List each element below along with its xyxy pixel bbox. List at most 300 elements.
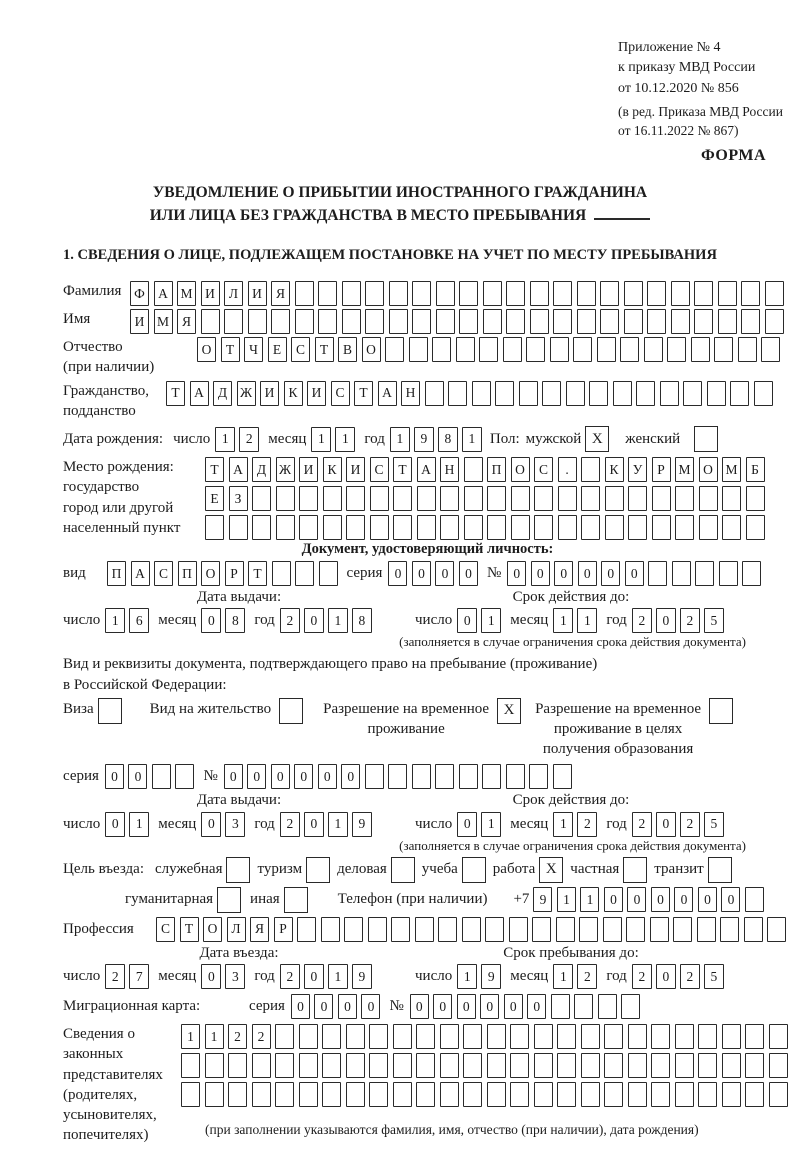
form-cell[interactable]: 0: [201, 608, 221, 633]
form-cell[interactable]: [628, 486, 647, 511]
sex-female-checkbox[interactable]: [694, 426, 718, 452]
form-cell[interactable]: [205, 515, 224, 540]
form-cell[interactable]: [370, 486, 389, 511]
purpose-work-checkbox[interactable]: X: [539, 857, 563, 883]
form-cell[interactable]: [519, 381, 538, 406]
form-cell[interactable]: [765, 281, 784, 306]
form-cell[interactable]: [769, 1082, 788, 1107]
form-cell[interactable]: 0: [294, 764, 313, 789]
form-cell[interactable]: [459, 309, 478, 334]
form-cell[interactable]: [391, 917, 410, 942]
form-cell[interactable]: .: [558, 457, 577, 482]
form-cell[interactable]: [181, 1053, 200, 1078]
form-cell[interactable]: [647, 309, 666, 334]
form-cell[interactable]: [581, 486, 600, 511]
form-cell[interactable]: [368, 917, 387, 942]
form-cell[interactable]: [252, 515, 271, 540]
form-cell[interactable]: [675, 515, 694, 540]
form-cell[interactable]: [482, 764, 501, 789]
form-cell[interactable]: [248, 309, 267, 334]
form-cell[interactable]: 0: [410, 994, 429, 1019]
form-cell[interactable]: 0: [480, 994, 499, 1019]
form-cell[interactable]: 0: [459, 561, 478, 586]
form-cell[interactable]: 1: [553, 812, 573, 837]
form-cell[interactable]: [769, 1053, 788, 1078]
form-cell[interactable]: Я: [271, 281, 290, 306]
form-cell[interactable]: 2: [680, 964, 700, 989]
form-cell[interactable]: [388, 764, 407, 789]
form-cell[interactable]: [322, 1082, 341, 1107]
option-visa-checkbox[interactable]: [98, 698, 122, 724]
form-cell[interactable]: [556, 917, 575, 942]
form-cell[interactable]: [742, 561, 761, 586]
form-cell[interactable]: [660, 381, 679, 406]
form-cell[interactable]: 2: [632, 812, 652, 837]
form-cell[interactable]: 0: [625, 561, 644, 586]
sex-male-checkbox[interactable]: X: [585, 426, 609, 452]
form-cell[interactable]: 2: [252, 1024, 271, 1049]
form-cell[interactable]: [425, 381, 444, 406]
form-cell[interactable]: [648, 561, 667, 586]
form-cell[interactable]: А: [378, 381, 397, 406]
form-cell[interactable]: Т: [393, 457, 412, 482]
form-cell[interactable]: [551, 994, 570, 1019]
form-cell[interactable]: 0: [554, 561, 573, 586]
form-cell[interactable]: [620, 337, 639, 362]
form-cell[interactable]: [534, 486, 553, 511]
form-cell[interactable]: И: [201, 281, 220, 306]
form-cell[interactable]: [409, 337, 428, 362]
form-cell[interactable]: 0: [247, 764, 266, 789]
form-cell[interactable]: К: [323, 457, 342, 482]
form-cell[interactable]: [691, 337, 710, 362]
form-cell[interactable]: [553, 281, 572, 306]
form-cell[interactable]: 1: [390, 427, 410, 452]
form-cell[interactable]: И: [299, 457, 318, 482]
form-cell[interactable]: [464, 486, 483, 511]
form-cell[interactable]: 2: [280, 608, 300, 633]
form-cell[interactable]: К: [284, 381, 303, 406]
form-cell[interactable]: [624, 281, 643, 306]
form-cell[interactable]: [673, 917, 692, 942]
form-cell[interactable]: [573, 337, 592, 362]
form-cell[interactable]: Д: [213, 381, 232, 406]
form-cell[interactable]: [495, 381, 514, 406]
form-cell[interactable]: [346, 1082, 365, 1107]
purpose-humanitarian-checkbox[interactable]: [217, 887, 241, 913]
purpose-private-checkbox[interactable]: [623, 857, 647, 883]
form-cell[interactable]: 0: [314, 994, 333, 1019]
form-cell[interactable]: О: [511, 457, 530, 482]
form-cell[interactable]: 8: [225, 608, 245, 633]
form-cell[interactable]: Ф: [130, 281, 149, 306]
form-cell[interactable]: [698, 1053, 717, 1078]
form-cell[interactable]: [346, 515, 365, 540]
form-cell[interactable]: [365, 281, 384, 306]
form-cell[interactable]: 8: [438, 427, 458, 452]
form-cell[interactable]: [579, 917, 598, 942]
form-cell[interactable]: [767, 917, 786, 942]
form-cell[interactable]: [651, 1024, 670, 1049]
form-cell[interactable]: Р: [225, 561, 244, 586]
form-cell[interactable]: 0: [656, 812, 676, 837]
purpose-transit-checkbox[interactable]: [708, 857, 732, 883]
form-cell[interactable]: [745, 1082, 764, 1107]
form-cell[interactable]: [506, 281, 525, 306]
form-cell[interactable]: [365, 764, 384, 789]
form-cell[interactable]: 0: [656, 608, 676, 633]
form-cell[interactable]: [389, 309, 408, 334]
form-cell[interactable]: [624, 309, 643, 334]
form-cell[interactable]: [698, 1024, 717, 1049]
form-cell[interactable]: [597, 337, 616, 362]
form-cell[interactable]: [448, 381, 467, 406]
form-cell[interactable]: [510, 1024, 529, 1049]
form-cell[interactable]: [299, 1053, 318, 1078]
form-cell[interactable]: 0: [604, 887, 623, 912]
form-cell[interactable]: [275, 1082, 294, 1107]
form-cell[interactable]: В: [338, 337, 357, 362]
form-cell[interactable]: 0: [531, 561, 550, 586]
form-cell[interactable]: [275, 1053, 294, 1078]
form-cell[interactable]: [707, 381, 726, 406]
form-cell[interactable]: [699, 486, 718, 511]
form-cell[interactable]: И: [260, 381, 279, 406]
form-cell[interactable]: 1: [328, 812, 348, 837]
form-cell[interactable]: [511, 515, 530, 540]
form-cell[interactable]: [613, 381, 632, 406]
form-cell[interactable]: [566, 381, 585, 406]
form-cell[interactable]: 1: [481, 608, 501, 633]
form-cell[interactable]: 2: [239, 427, 259, 452]
form-cell[interactable]: 3: [225, 812, 245, 837]
form-cell[interactable]: [628, 515, 647, 540]
form-cell[interactable]: 0: [435, 561, 454, 586]
form-cell[interactable]: 2: [280, 964, 300, 989]
form-cell[interactable]: [175, 764, 194, 789]
form-cell[interactable]: [201, 309, 220, 334]
form-cell[interactable]: [417, 515, 436, 540]
form-cell[interactable]: О: [197, 337, 216, 362]
form-cell[interactable]: Б: [746, 457, 765, 482]
form-cell[interactable]: 0: [361, 994, 380, 1019]
form-cell[interactable]: М: [177, 281, 196, 306]
form-cell[interactable]: [299, 486, 318, 511]
form-cell[interactable]: [534, 1053, 553, 1078]
form-cell[interactable]: О: [362, 337, 381, 362]
form-cell[interactable]: 0: [304, 812, 324, 837]
form-cell[interactable]: 1: [580, 887, 599, 912]
form-cell[interactable]: [412, 309, 431, 334]
form-cell[interactable]: 6: [129, 608, 149, 633]
form-cell[interactable]: [463, 1082, 482, 1107]
form-cell[interactable]: [722, 515, 741, 540]
purpose-other-checkbox[interactable]: [284, 887, 308, 913]
form-cell[interactable]: И: [346, 457, 365, 482]
form-cell[interactable]: [574, 994, 593, 1019]
form-cell[interactable]: [534, 515, 553, 540]
form-cell[interactable]: [322, 1024, 341, 1049]
form-cell[interactable]: [412, 764, 431, 789]
form-cell[interactable]: [369, 1024, 388, 1049]
form-cell[interactable]: [369, 1053, 388, 1078]
form-cell[interactable]: [652, 515, 671, 540]
form-cell[interactable]: П: [107, 561, 126, 586]
form-cell[interactable]: [205, 1053, 224, 1078]
form-cell[interactable]: 2: [680, 608, 700, 633]
form-cell[interactable]: [464, 515, 483, 540]
form-cell[interactable]: [636, 381, 655, 406]
form-cell[interactable]: [667, 337, 686, 362]
form-cell[interactable]: [675, 1024, 694, 1049]
form-cell[interactable]: 1: [553, 964, 573, 989]
purpose-official-checkbox[interactable]: [226, 857, 250, 883]
form-cell[interactable]: [181, 1082, 200, 1107]
form-cell[interactable]: 5: [704, 812, 724, 837]
form-cell[interactable]: [741, 281, 760, 306]
form-cell[interactable]: 0: [388, 561, 407, 586]
form-cell[interactable]: [754, 381, 773, 406]
form-cell[interactable]: [346, 1053, 365, 1078]
form-cell[interactable]: 0: [601, 561, 620, 586]
form-cell[interactable]: 1: [553, 608, 573, 633]
form-cell[interactable]: 0: [341, 764, 360, 789]
form-cell[interactable]: [318, 281, 337, 306]
form-cell[interactable]: 0: [318, 764, 337, 789]
form-cell[interactable]: Ж: [237, 381, 256, 406]
form-cell[interactable]: [603, 917, 622, 942]
form-cell[interactable]: [385, 337, 404, 362]
option-residence-permit-checkbox[interactable]: [279, 698, 303, 724]
form-cell[interactable]: [577, 281, 596, 306]
form-cell[interactable]: [342, 309, 361, 334]
form-cell[interactable]: [323, 486, 342, 511]
form-cell[interactable]: [509, 917, 528, 942]
form-cell[interactable]: [581, 457, 600, 482]
form-cell[interactable]: [412, 281, 431, 306]
form-cell[interactable]: [698, 1082, 717, 1107]
form-cell[interactable]: [440, 486, 459, 511]
form-cell[interactable]: О: [201, 561, 220, 586]
form-cell[interactable]: 9: [414, 427, 434, 452]
form-cell[interactable]: [605, 515, 624, 540]
form-cell[interactable]: [550, 337, 569, 362]
form-cell[interactable]: [487, 1082, 506, 1107]
form-cell[interactable]: [459, 764, 478, 789]
form-cell[interactable]: [436, 281, 455, 306]
form-cell[interactable]: [456, 337, 475, 362]
form-cell[interactable]: [346, 1024, 365, 1049]
form-cell[interactable]: 0: [304, 608, 324, 633]
form-cell[interactable]: [438, 917, 457, 942]
form-cell[interactable]: [318, 309, 337, 334]
form-cell[interactable]: 8: [352, 608, 372, 633]
form-cell[interactable]: [323, 515, 342, 540]
form-cell[interactable]: [432, 337, 451, 362]
form-cell[interactable]: 1: [129, 812, 149, 837]
form-cell[interactable]: [683, 381, 702, 406]
form-cell[interactable]: [741, 309, 760, 334]
form-cell[interactable]: [604, 1082, 623, 1107]
form-cell[interactable]: [621, 994, 640, 1019]
form-cell[interactable]: 9: [352, 812, 372, 837]
form-cell[interactable]: А: [190, 381, 209, 406]
form-cell[interactable]: 1: [311, 427, 331, 452]
form-cell[interactable]: [297, 917, 316, 942]
form-cell[interactable]: 2: [577, 812, 597, 837]
form-cell[interactable]: [714, 337, 733, 362]
form-cell[interactable]: 0: [656, 964, 676, 989]
form-cell[interactable]: 0: [721, 887, 740, 912]
form-cell[interactable]: 7: [129, 964, 149, 989]
form-cell[interactable]: [319, 561, 338, 586]
form-cell[interactable]: [699, 515, 718, 540]
form-cell[interactable]: [722, 1024, 741, 1049]
form-cell[interactable]: 2: [577, 964, 597, 989]
form-cell[interactable]: [295, 561, 314, 586]
form-cell[interactable]: Л: [224, 281, 243, 306]
form-cell[interactable]: [557, 1024, 576, 1049]
form-cell[interactable]: 0: [527, 994, 546, 1019]
form-cell[interactable]: [464, 457, 483, 482]
form-cell[interactable]: У: [628, 457, 647, 482]
form-cell[interactable]: [720, 917, 739, 942]
form-cell[interactable]: [650, 917, 669, 942]
form-cell[interactable]: А: [154, 281, 173, 306]
form-cell[interactable]: Т: [205, 457, 224, 482]
form-cell[interactable]: С: [156, 917, 175, 942]
form-cell[interactable]: [205, 1082, 224, 1107]
form-cell[interactable]: [651, 1053, 670, 1078]
form-cell[interactable]: О: [699, 457, 718, 482]
form-cell[interactable]: [647, 281, 666, 306]
form-cell[interactable]: [487, 1053, 506, 1078]
form-cell[interactable]: [436, 309, 455, 334]
form-cell[interactable]: [558, 515, 577, 540]
form-cell[interactable]: 0: [412, 561, 431, 586]
form-cell[interactable]: [393, 1082, 412, 1107]
form-cell[interactable]: [342, 281, 361, 306]
form-cell[interactable]: [553, 764, 572, 789]
form-cell[interactable]: [652, 486, 671, 511]
form-cell[interactable]: [487, 486, 506, 511]
form-cell[interactable]: [718, 309, 737, 334]
form-cell[interactable]: [321, 917, 340, 942]
form-cell[interactable]: 9: [481, 964, 501, 989]
form-cell[interactable]: [271, 309, 290, 334]
form-cell[interactable]: 9: [352, 964, 372, 989]
form-cell[interactable]: [542, 381, 561, 406]
form-cell[interactable]: [440, 1053, 459, 1078]
form-cell[interactable]: [765, 309, 784, 334]
form-cell[interactable]: [651, 1082, 670, 1107]
form-cell[interactable]: [605, 486, 624, 511]
form-cell[interactable]: [746, 515, 765, 540]
form-cell[interactable]: [463, 1024, 482, 1049]
form-cell[interactable]: [604, 1053, 623, 1078]
form-cell[interactable]: [745, 1053, 764, 1078]
form-cell[interactable]: 0: [201, 964, 221, 989]
form-cell[interactable]: 1: [335, 427, 355, 452]
form-cell[interactable]: [224, 309, 243, 334]
form-cell[interactable]: [393, 1053, 412, 1078]
form-cell[interactable]: К: [605, 457, 624, 482]
form-cell[interactable]: [628, 1082, 647, 1107]
form-cell[interactable]: [229, 515, 248, 540]
form-cell[interactable]: [581, 515, 600, 540]
form-cell[interactable]: 0: [128, 764, 147, 789]
form-cell[interactable]: [695, 561, 714, 586]
form-cell[interactable]: [719, 561, 738, 586]
form-cell[interactable]: [557, 1053, 576, 1078]
form-cell[interactable]: [393, 515, 412, 540]
form-cell[interactable]: 0: [627, 887, 646, 912]
purpose-tourism-checkbox[interactable]: [306, 857, 330, 883]
form-cell[interactable]: 0: [224, 764, 243, 789]
form-cell[interactable]: Е: [268, 337, 287, 362]
form-cell[interactable]: Н: [401, 381, 420, 406]
form-cell[interactable]: [598, 994, 617, 1019]
form-cell[interactable]: З: [229, 486, 248, 511]
form-cell[interactable]: [506, 764, 525, 789]
form-cell[interactable]: 0: [507, 561, 526, 586]
form-cell[interactable]: [722, 486, 741, 511]
form-cell[interactable]: Л: [227, 917, 246, 942]
form-cell[interactable]: [344, 917, 363, 942]
form-cell[interactable]: [626, 917, 645, 942]
form-cell[interactable]: [718, 281, 737, 306]
form-cell[interactable]: С: [370, 457, 389, 482]
form-cell[interactable]: [553, 309, 572, 334]
form-cell[interactable]: [276, 486, 295, 511]
form-cell[interactable]: [463, 1053, 482, 1078]
form-cell[interactable]: [761, 337, 780, 362]
form-cell[interactable]: 2: [228, 1024, 247, 1049]
form-cell[interactable]: 5: [704, 608, 724, 633]
form-cell[interactable]: [415, 917, 434, 942]
form-cell[interactable]: [295, 309, 314, 334]
form-cell[interactable]: 0: [457, 994, 476, 1019]
form-cell[interactable]: [462, 917, 481, 942]
form-cell[interactable]: [435, 764, 454, 789]
form-cell[interactable]: 2: [280, 812, 300, 837]
form-cell[interactable]: [483, 281, 502, 306]
form-cell[interactable]: И: [248, 281, 267, 306]
form-cell[interactable]: [744, 917, 763, 942]
form-cell[interactable]: 5: [704, 964, 724, 989]
form-cell[interactable]: 0: [457, 812, 477, 837]
form-cell[interactable]: [589, 381, 608, 406]
form-cell[interactable]: [604, 1024, 623, 1049]
form-cell[interactable]: 1: [328, 964, 348, 989]
form-cell[interactable]: Е: [205, 486, 224, 511]
form-cell[interactable]: [503, 337, 522, 362]
form-cell[interactable]: А: [417, 457, 436, 482]
form-cell[interactable]: [675, 1082, 694, 1107]
form-cell[interactable]: 0: [578, 561, 597, 586]
form-cell[interactable]: [534, 1024, 553, 1049]
form-cell[interactable]: Р: [652, 457, 671, 482]
form-cell[interactable]: [393, 1024, 412, 1049]
form-cell[interactable]: 0: [504, 994, 523, 1019]
option-temp-residence-education-checkbox[interactable]: [709, 698, 733, 724]
form-cell[interactable]: [558, 486, 577, 511]
form-cell[interactable]: [671, 281, 690, 306]
form-cell[interactable]: 0: [271, 764, 290, 789]
form-cell[interactable]: [581, 1053, 600, 1078]
form-cell[interactable]: Р: [274, 917, 293, 942]
form-cell[interactable]: Т: [221, 337, 240, 362]
